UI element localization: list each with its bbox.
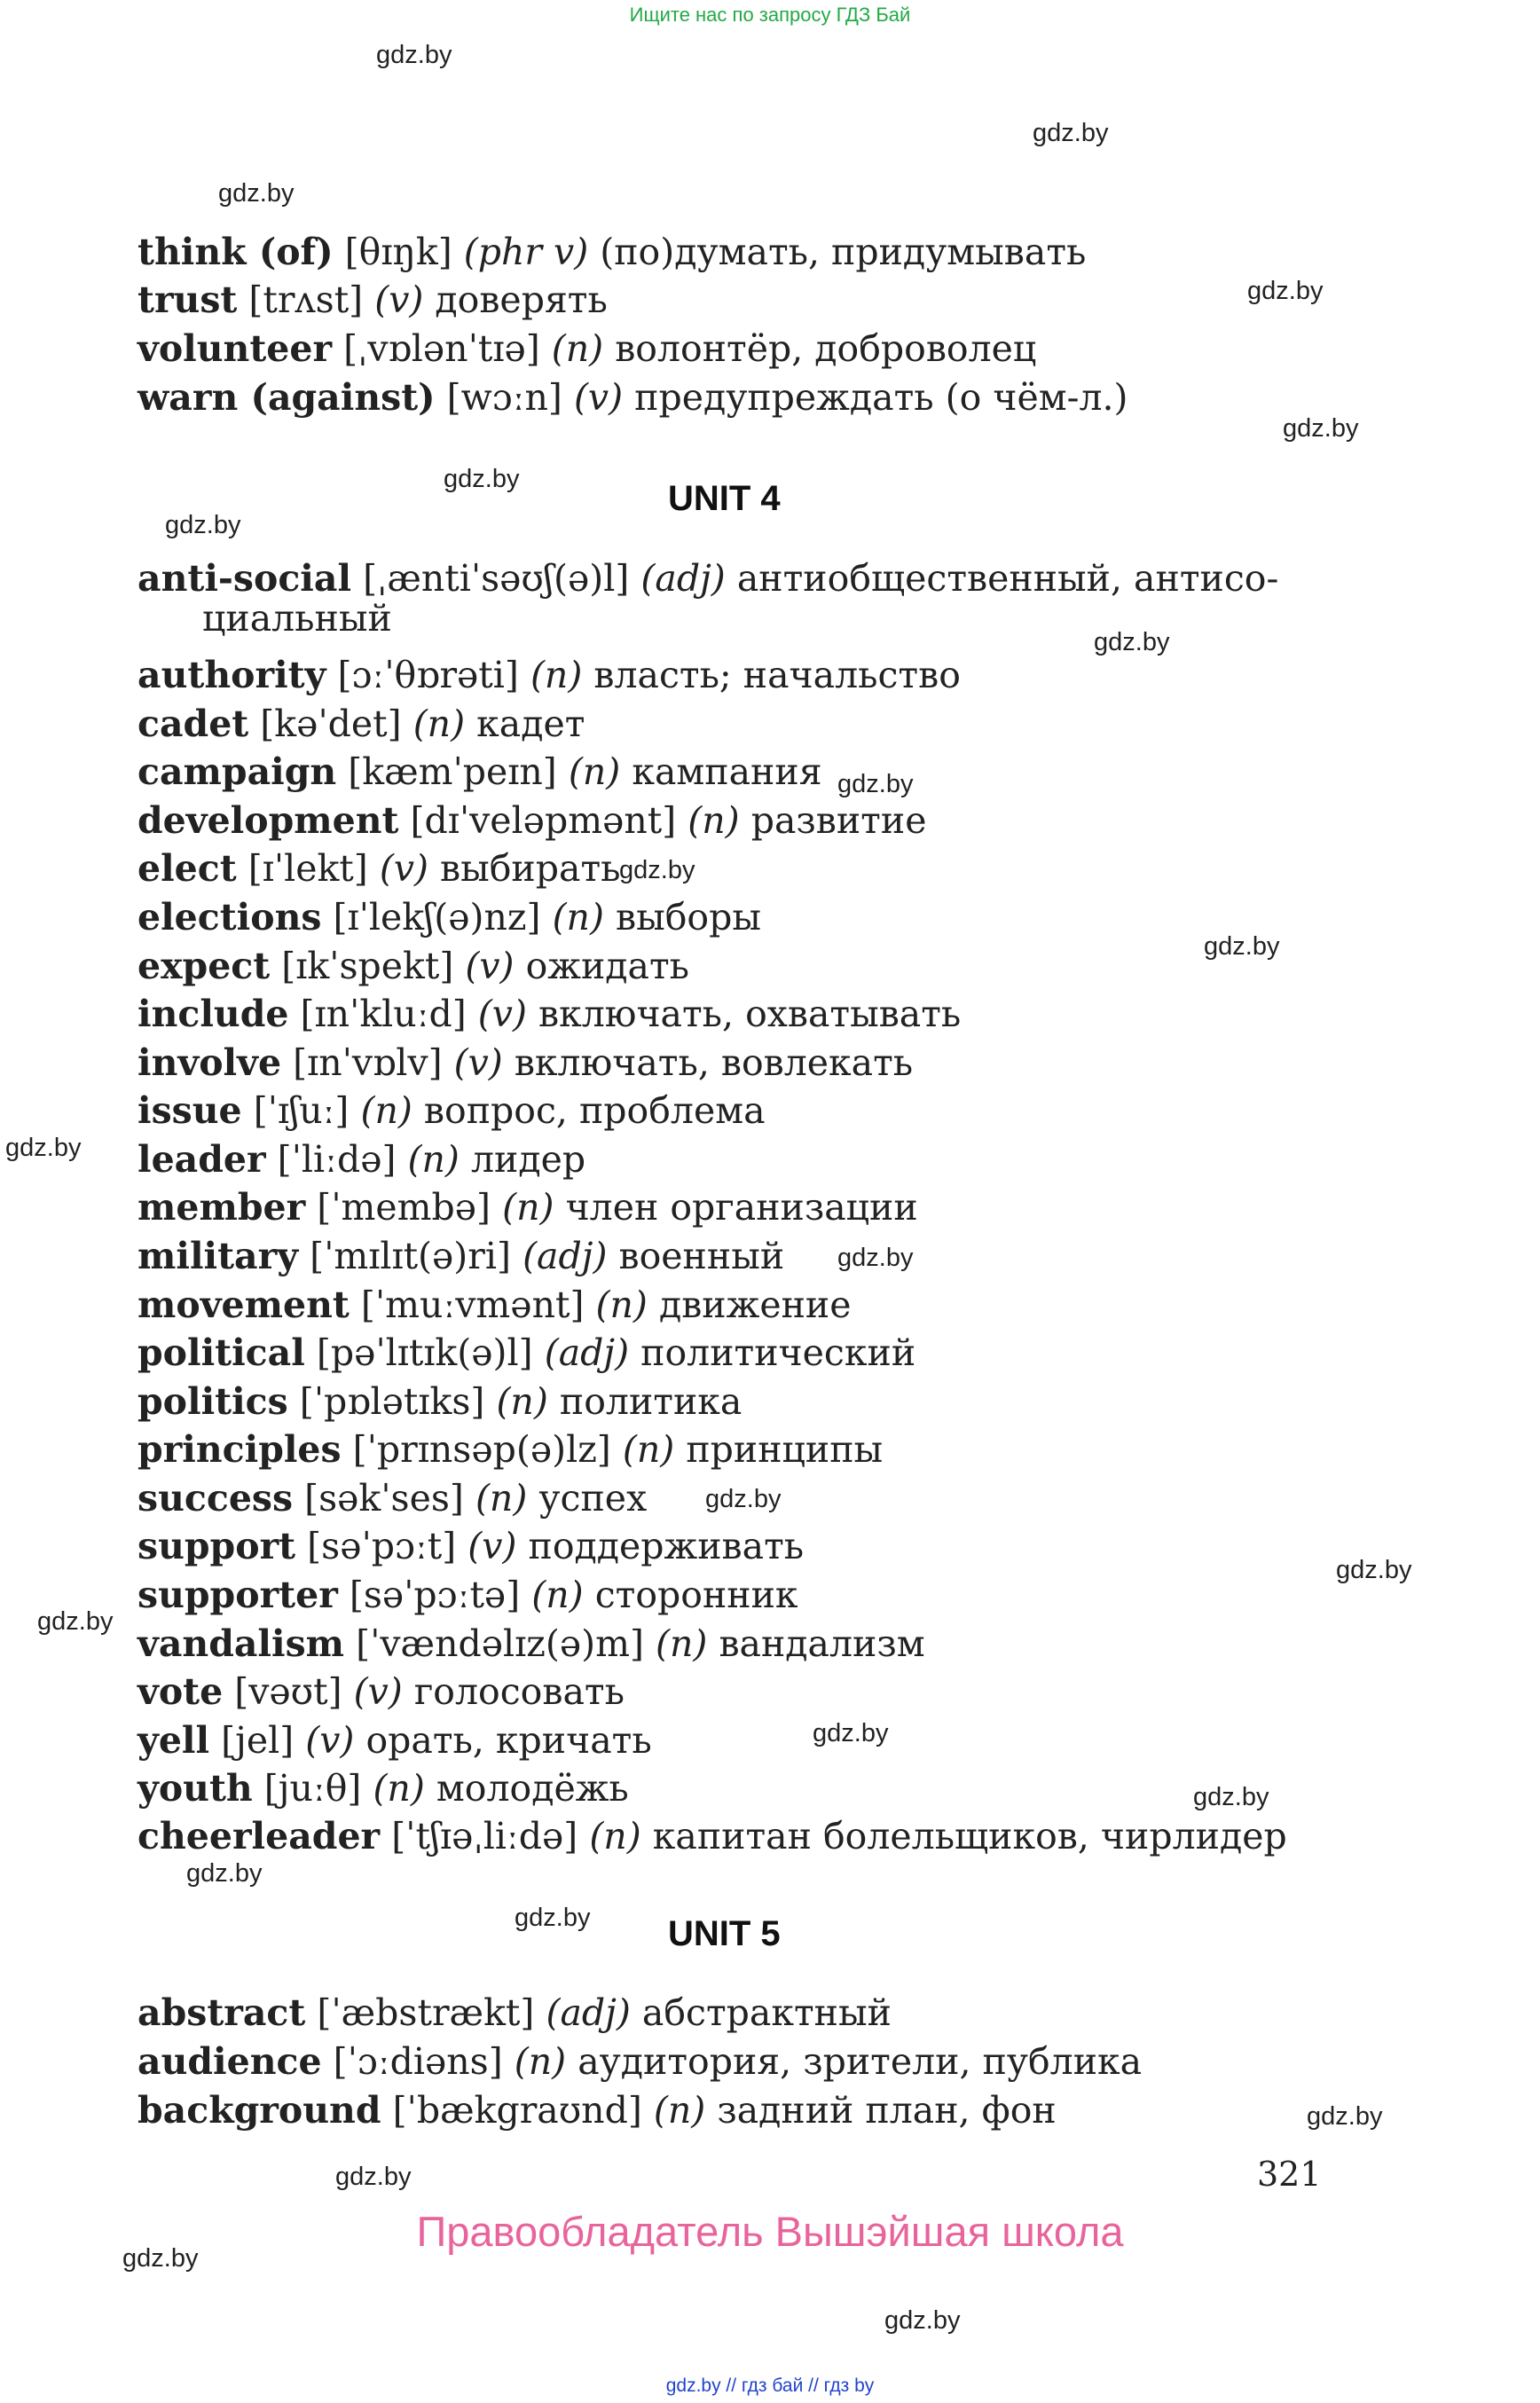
watermark: gdz.by: [813, 1719, 889, 1747]
vocab-entry: military [ˈmɪlɪt(ə)ri] (adj) военный: [138, 1235, 785, 1277]
vocab-entry: think (of) [θɪŋk] (phr v) (по)думать, придумывать: [138, 231, 1087, 273]
vocab-entry: cadet [kəˈdet] (n) кадет: [138, 703, 585, 745]
watermark: gdz.by: [837, 1244, 914, 1272]
watermark: gdz.by: [335, 2163, 412, 2191]
vocab-entry: anti-social [ˌæntiˈsəʊʃ(ə)l] (adj) антиобщественный, антисо- циальный: [138, 557, 1279, 640]
vocab-entry: involve [ɪnˈvɒlv] (v) включать, вовлекать: [138, 1041, 914, 1084]
watermark: gdz.by: [837, 770, 914, 798]
vocab-entry: movement [ˈmuːvmənt] (n) движение: [138, 1284, 852, 1326]
watermark: gdz.by: [1307, 2102, 1383, 2131]
vocab-entry: issue [ˈɪʃuː] (n) вопрос, проблема: [138, 1089, 766, 1132]
watermark: gdz.by: [186, 1859, 263, 1888]
vocab-entry: abstract [ˈæbstrækt] (adj) абстрактный: [138, 1991, 892, 2034]
watermark: gdz.by: [1247, 277, 1324, 305]
watermark: gdz.by: [218, 179, 295, 208]
watermark: gdz.by: [705, 1485, 782, 1513]
vocab-entry: background [ˈbækgraʊnd] (n) задний план, фон: [138, 2089, 1057, 2132]
rights-holder-text: Правообладатель Вышэйшая школа: [416, 2208, 1124, 2255]
top-search-note: Ищите нас по запросу ГДЗ Бай: [629, 4, 911, 26]
vocab-entry: trust [trʌst] (v) доверять: [138, 279, 608, 321]
vocab-entry: warn (against) [wɔːn] (v) предупреждать (о чём-л.): [138, 376, 1128, 419]
vocab-entry: authority [ɔːˈθɒrəti] (n) власть; начальство: [138, 654, 961, 696]
watermark: gdz.by: [1336, 1556, 1412, 1584]
watermark: gdz.by: [1033, 119, 1109, 147]
vocab-entry: success [səkˈses] (n) успех: [138, 1477, 648, 1520]
watermark: gdz.by: [37, 1607, 114, 1636]
vocab-entry: political [pəˈlɪtɪk(ə)l] (adj) политический: [138, 1331, 916, 1374]
watermark: gdz.by: [1193, 1783, 1269, 1811]
vocab-entry: youth [juːθ] (n) молодёжь: [138, 1767, 629, 1810]
watermark: gdz.by: [376, 41, 452, 69]
page-number: 321: [1257, 2155, 1322, 2194]
watermark: gdz.by: [1094, 628, 1170, 656]
vocab-entry: cheerleader [ˈtʃɪəˌliːdə] (n) капитан болельщиков, чирлидер: [138, 1815, 1287, 1857]
bottom-links[interactable]: gdz.by // гдз бай // гдз by: [665, 2376, 875, 2396]
vocab-entry: support [səˈpɔːt] (v) поддерживать: [138, 1525, 805, 1567]
watermark: gdz.by: [444, 465, 520, 493]
vocab-entry: vote [vəʊt] (v) голосовать: [138, 1670, 625, 1713]
unit-heading: UNIT 4: [668, 479, 781, 518]
watermark: gdz.by: [884, 2306, 961, 2335]
vocab-entry: yell [jel] (v) орать, кричать: [138, 1719, 652, 1762]
watermark: gdz.by: [5, 1134, 82, 1162]
vocab-entry: development [dɪˈveləpmənt] (n) развитие: [138, 799, 927, 842]
watermark: gdz.by: [165, 511, 241, 539]
vocab-entry: member [ˈmembə] (n) член организации: [138, 1186, 918, 1229]
vocab-entry: politics [ˈpɒlətɪks] (n) политика: [138, 1380, 742, 1423]
vocab-entry: elect [ɪˈlekt] (v) выбирать: [138, 847, 621, 890]
vocab-entry: elections [ɪˈlekʃ(ə)nz] (n) выборы: [138, 896, 761, 938]
unit-heading: UNIT 5: [668, 1914, 781, 1953]
watermark: gdz.by: [1283, 414, 1359, 443]
vocab-entry: leader [ˈliːdə] (n) лидер: [138, 1138, 586, 1181]
vocab-entry: audience [ˈɔːdiəns] (n) аудитория, зрители, публика: [138, 2040, 1143, 2083]
vocab-entry: volunteer [ˌvɒlənˈtɪə] (n) волонтёр, доброволец: [138, 327, 1037, 370]
vocab-entry: include [ɪnˈkluːd] (v) включать, охватывать: [138, 993, 962, 1035]
watermark: gdz.by: [619, 856, 695, 884]
watermark: gdz.by: [515, 1904, 591, 1932]
vocab-entry: principles [ˈprɪnsəp(ə)lz] (n) принципы: [138, 1428, 884, 1471]
vocab-entry: campaign [kæmˈpeɪn] (n) кампания: [138, 750, 822, 793]
vocab-entry: vandalism [ˈvændəlɪz(ə)m] (n) вандализм: [138, 1622, 925, 1665]
vocab-entry: supporter [səˈpɔːtə] (n) сторонник: [138, 1574, 798, 1616]
watermark: gdz.by: [122, 2244, 199, 2273]
vocab-entry: expect [ɪkˈspekt] (v) ожидать: [138, 945, 689, 987]
watermark: gdz.by: [1204, 932, 1280, 961]
